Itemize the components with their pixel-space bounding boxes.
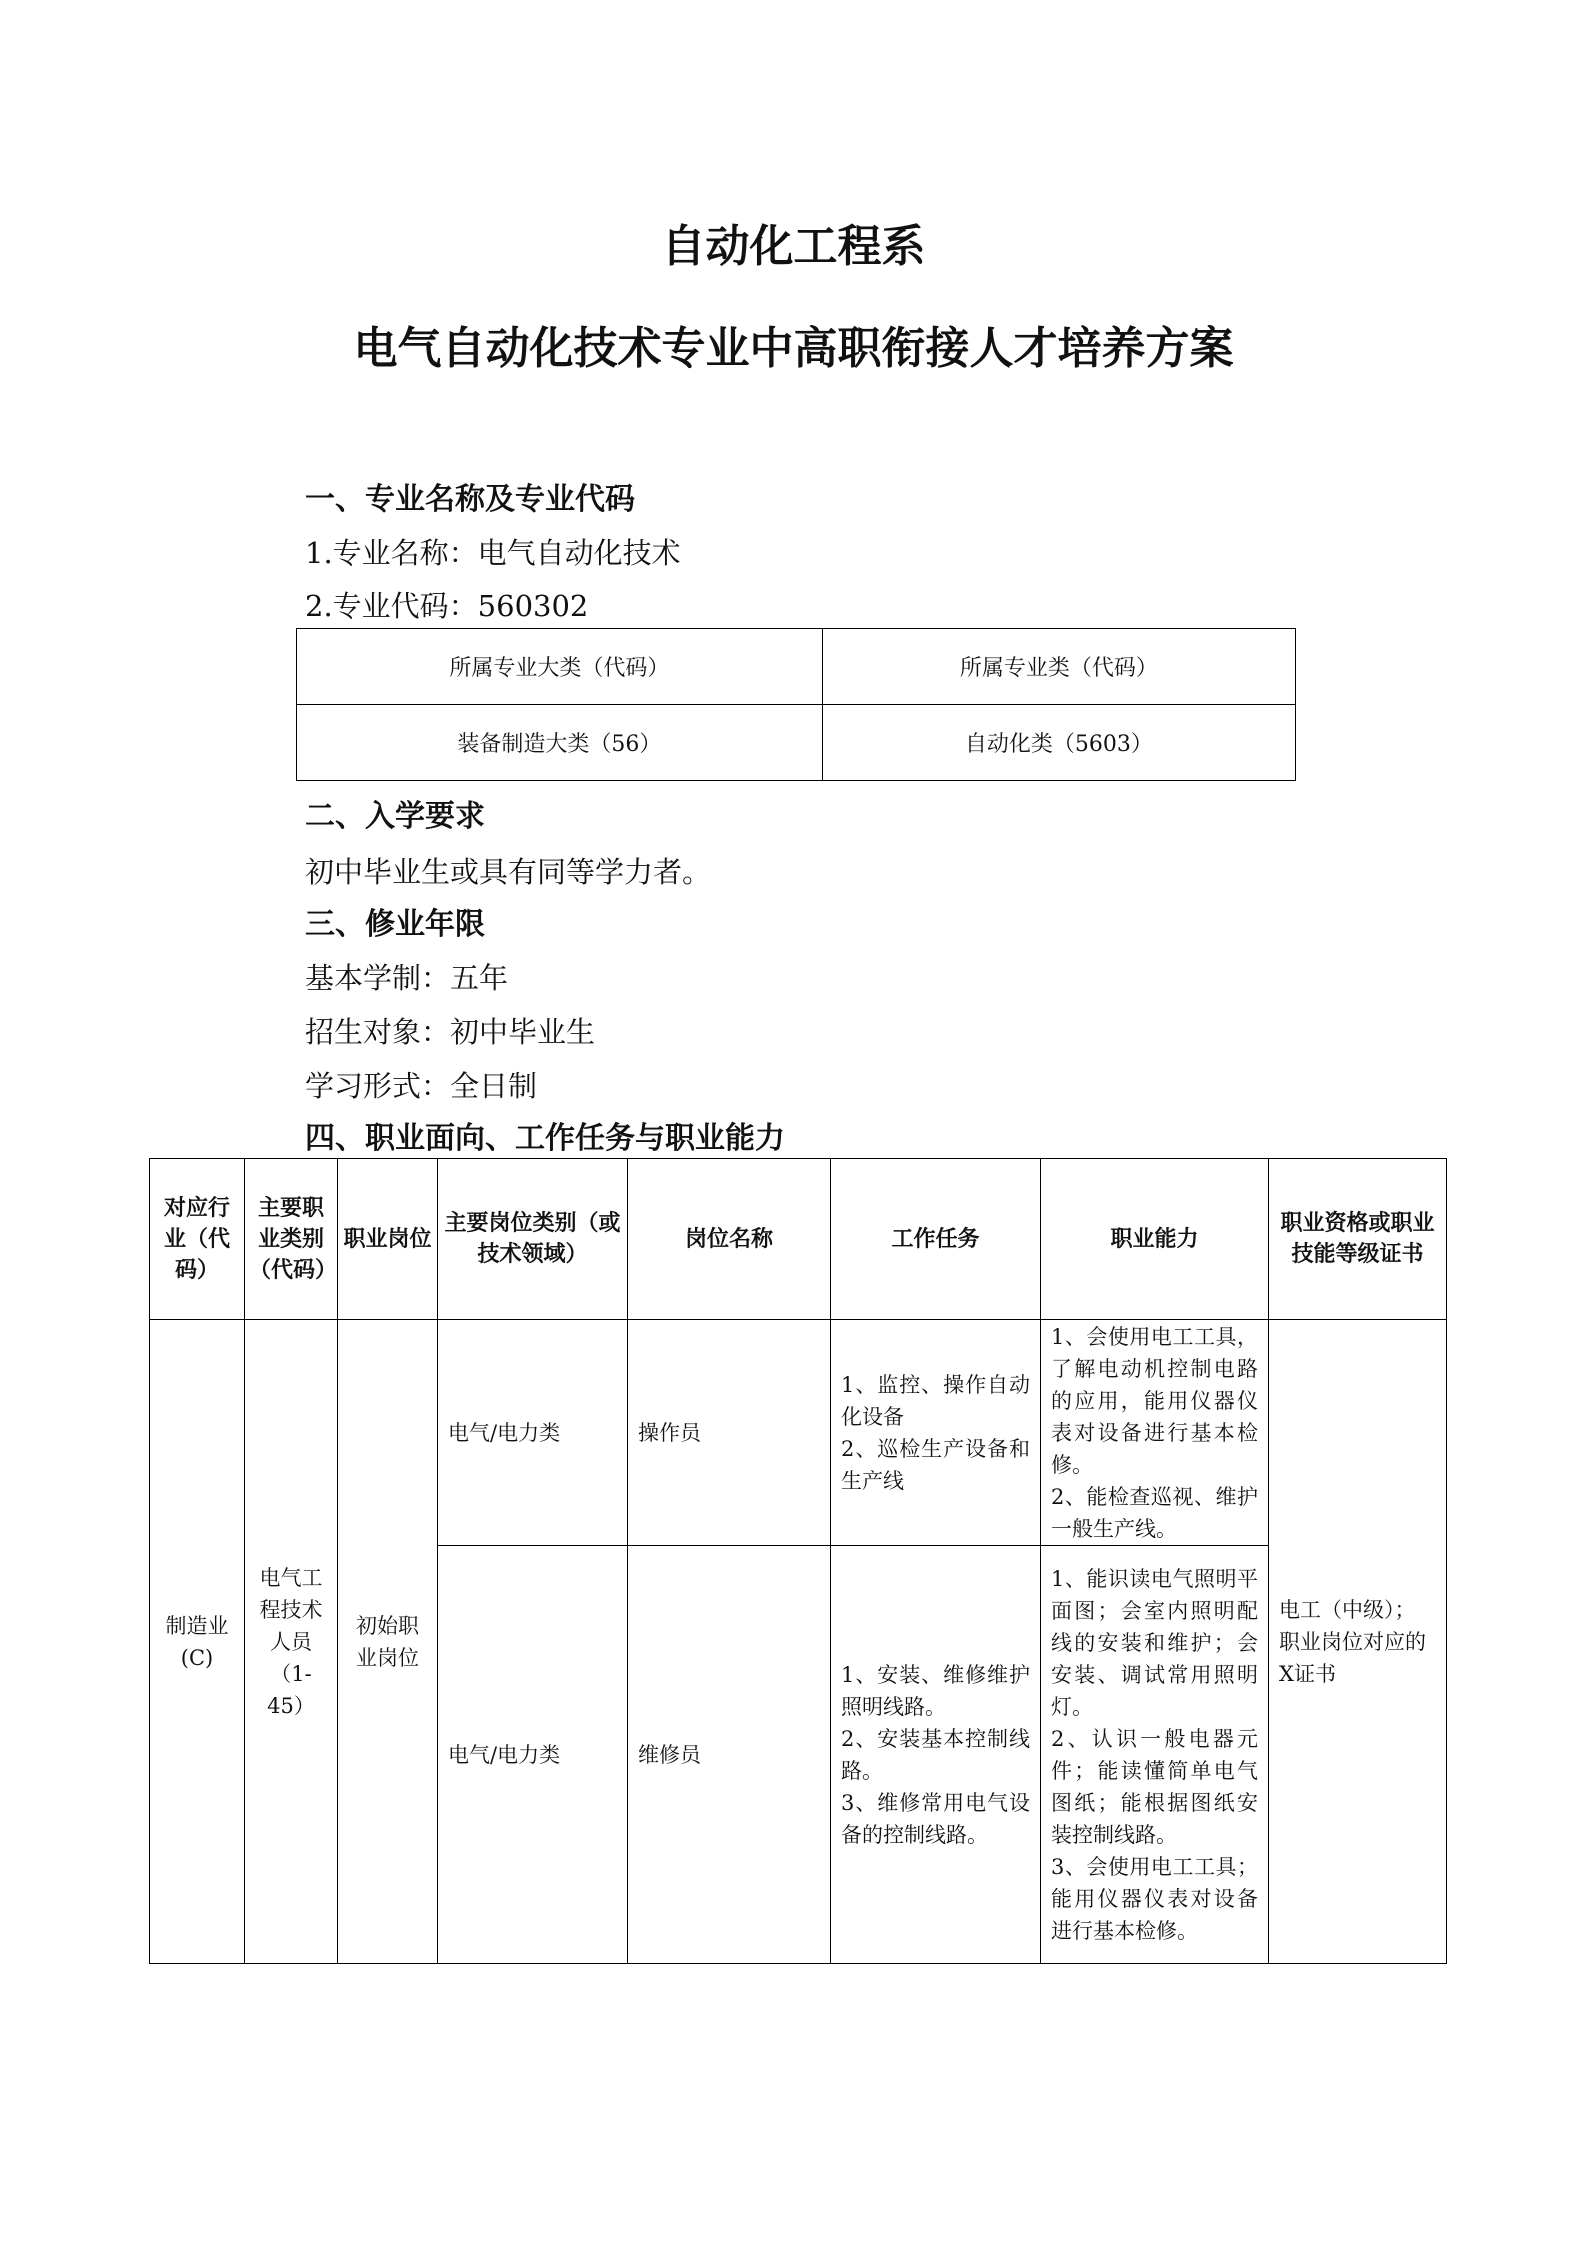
- name-cell: 维修员: [628, 1546, 831, 1964]
- column-header: 职业岗位: [338, 1159, 438, 1320]
- table-cell: 自动化类（5603）: [822, 705, 1295, 781]
- column-header: 工作任务: [831, 1159, 1041, 1320]
- job-table: [149, 1158, 1447, 1964]
- column-header: 职业能力: [1041, 1159, 1269, 1320]
- table-row: [150, 1320, 1447, 1546]
- study-form-line: 学习形式：全日制: [305, 1069, 538, 1103]
- column-header: 职业资格或职业技能等级证书: [1269, 1159, 1447, 1320]
- column-header: 主要职业类别（代码）: [245, 1159, 338, 1320]
- column-header: 对应行业（代码）: [150, 1159, 245, 1320]
- admission-text: 初中毕业生或具有同等学力者。: [305, 855, 712, 889]
- table-cell: 所属专业大类（代码）: [297, 629, 823, 705]
- major-code-line: 2.专业代码：560302: [305, 589, 589, 623]
- document-subtitle: 电气自动化技术专业中高职衔接人才培养方案: [353, 323, 1234, 374]
- ability-cell: 1、能识读电气照明平面图；会室内照明配线的安装和维护；会安装、调试常用照明灯。 2、认识一般电器元件；能读懂简单电气图纸；能根据图纸安装控制线路。 3、会使用电工工具；能用仪器仪表对设备进行基本检修。: [1041, 1546, 1269, 1964]
- major-name-line: 1.专业名称：电气自动化技术: [305, 536, 681, 570]
- column-header: 主要岗位类别（或技术领域）: [438, 1159, 628, 1320]
- category-cell: 电气工程技术人员（1-45）: [245, 1320, 338, 1964]
- enrollment-line: 招生对象：初中毕业生: [305, 1015, 596, 1049]
- tasks-cell: 1、安装、维修维护照明线路。 2、安装基本控制线路。 3、维修常用电气设备的控制线路。: [831, 1546, 1041, 1964]
- type-cell: 电气/电力类: [438, 1546, 628, 1964]
- section-heading-2: 二、入学要求: [305, 799, 485, 834]
- column-header: 岗位名称: [628, 1159, 831, 1320]
- section-heading-3: 三、修业年限: [305, 907, 485, 942]
- major-table: [296, 628, 1296, 781]
- table-header-row: [150, 1159, 1447, 1320]
- type-cell: 电气/电力类: [438, 1320, 628, 1546]
- document-title: 自动化工程系: [661, 221, 926, 272]
- table-cell: 所属专业类（代码）: [822, 629, 1295, 705]
- name-cell: 操作员: [628, 1320, 831, 1546]
- ability-cell: 1、会使用电工工具，了解电动机控制电路的应用，能用仪器仪表对设备进行基本检修。 2、能检查巡视、维护一般生产线。: [1041, 1320, 1269, 1546]
- table-cell: 装备制造大类（56）: [297, 705, 823, 781]
- tasks-cell: 1、监控、操作自动化设备 2、巡检生产设备和生产线: [831, 1320, 1041, 1546]
- section-heading-4: 四、职业面向、工作任务与职业能力: [305, 1121, 785, 1156]
- section-heading-1: 一、专业名称及专业代码: [305, 482, 635, 517]
- duration-line: 基本学制：五年: [305, 961, 509, 995]
- industry-cell: 制造业(C): [150, 1320, 245, 1964]
- table-row: [297, 629, 1296, 705]
- certificate-cell: 电工（中级）；职业岗位对应的X证书: [1269, 1320, 1447, 1964]
- table-row: [297, 705, 1296, 781]
- position-cell: 初始职业岗位: [338, 1320, 438, 1964]
